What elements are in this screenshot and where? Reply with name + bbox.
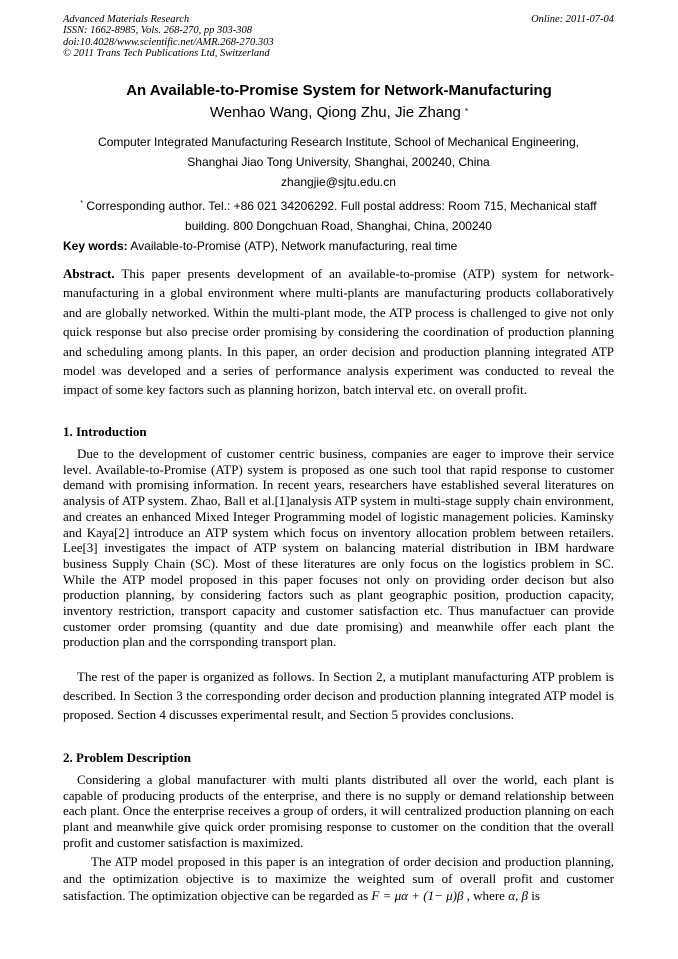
section-1-paragraph-2: The rest of the paper is organized as follows. In Section 2, a mutiplant manufacturing ATP problem is described. In Section 3 the corresponding order decison and production planning integrated ATP model is proposed. Section 4 discusses experimental result, and Section 5 provides conclusions.: [63, 669, 614, 723]
journal-name: Advanced Materials Research: [63, 14, 190, 25]
affiliation-line-2: Shanghai Jiao Tong University, Shanghai, 200240, China: [187, 155, 490, 169]
journal-header: [63, 14, 274, 59]
affiliation-line-1: Computer Integrated Manufacturing Research Institute, School of Mechanical Engineering,: [98, 135, 579, 149]
section-2-heading: 2. Problem Description: [63, 750, 191, 765]
copyright-line: © 2011 Trans Tech Publications Ltd, Switzerland: [63, 47, 270, 59]
keywords-label: Key words:: [63, 239, 128, 253]
author-list: Wenhao Wang, Qiong Zhu, Jie Zhang *: [209, 104, 469, 121]
corresponding-mark: *: [465, 107, 469, 116]
abstract: [63, 264, 614, 400]
issn-line: ISSN: 1662-8985, Vols. 268-270, pp 303-308: [63, 25, 252, 37]
author-email: zhangjie@sjtu.edu.cn: [281, 175, 396, 189]
section-1-paragraph-1: Due to the development of customer centric business, companies are eager to improve their service level. Available-to-Promise (ATP) system is proposed as one such tool that rapid response to customer demand with promising information. In recent years, researchers have established several literatures on analysis of ATP system. Zhao, Ball et al.[1]analysis ATP system in multi-stage supply chain environment, and creates an enhanced Mixed Integer Programming model of logistic management policies. Kaminsky and Kaya[2] introduce an ATP system which focus on inventory allocation problem between retailers. Lee[3] investigates the impact of ATP system on balancing material distribution in IBM hardware business Supply Chain (SC). Most of these literatures are only focus on the logistics problem in SC. While the ATP model proposed in this paper focuses not only on providing order decison but also production planning, by considering factors such as plant geographic position, production capacity, inventory restriction, transport capacity and customer satisfaction etc. Thus manufactuer can provide customer order promsing (quantity and due date promising) and meanwhile offer each plant the production plan and the corrsponding transport plan.: [63, 446, 614, 650]
abstract-label: Abstract.: [63, 266, 115, 281]
abstract-text: This paper presents development of an available-to-promise (ATP) system for network-manufacturing in a global environment where multi-plants are manufacturing products collaboratively and are globally networked. Within the multi-plant mode, the ATP process is challenged to give not only quick response but also precise order promising by considering the coordination of production planning and scheduling among plants. In this paper, an order decision and production planning integrated ATP model was developed and a series of performance analysis experiment was conducted to reveal the impact of some key factors such as planning horizon, batch interval etc. on overall profit.: [63, 266, 614, 398]
objective-formula: F = μα + (1− μ)β: [371, 888, 464, 903]
doi-line: doi:10.4028/www.scientific.net/AMR.268-270.303: [63, 36, 274, 48]
section-1-heading: 1. Introduction: [63, 424, 147, 439]
online-date: Online: 2011-07-04: [531, 14, 614, 25]
section-2-paragraph-1: Considering a global manufacturer with multi plants distributed all over the world, each plant is capable of producing products of the enterprise, and there is no supply or demand relationship between each plant. Once the enterprise receives a group of orders, it will centralized production planning on each plant and meanwhile give quick order promising response to customer on the condition that the overall profit and customer satisfaction is maximized.: [63, 772, 614, 850]
keywords: [63, 239, 614, 253]
corresponding-author-note: * Corresponding author. Tel.: +86 021 34206292. Full postal address: Room 715, Mechanical staff building. 800 Dongchuan Road, Shanghai, China, 200240: [80, 199, 597, 233]
paper-title: An Available-to-Promise System for Network-Manufacturing: [126, 82, 552, 99]
affiliation: [63, 132, 614, 192]
keywords-text: Available-to-Promise (ATP), Network manufacturing, real time: [127, 239, 458, 253]
section-2-paragraph-2: The ATP model proposed in this paper is an integration of order decision and production planning, and the optimization objective is to maximize the weighted sum of overall profit and customer satisfaction. The optimization objective can be regarded as F = μα + (1− μ)β , where α, β is: [63, 854, 614, 903]
objective-variables: α, β: [508, 888, 528, 903]
